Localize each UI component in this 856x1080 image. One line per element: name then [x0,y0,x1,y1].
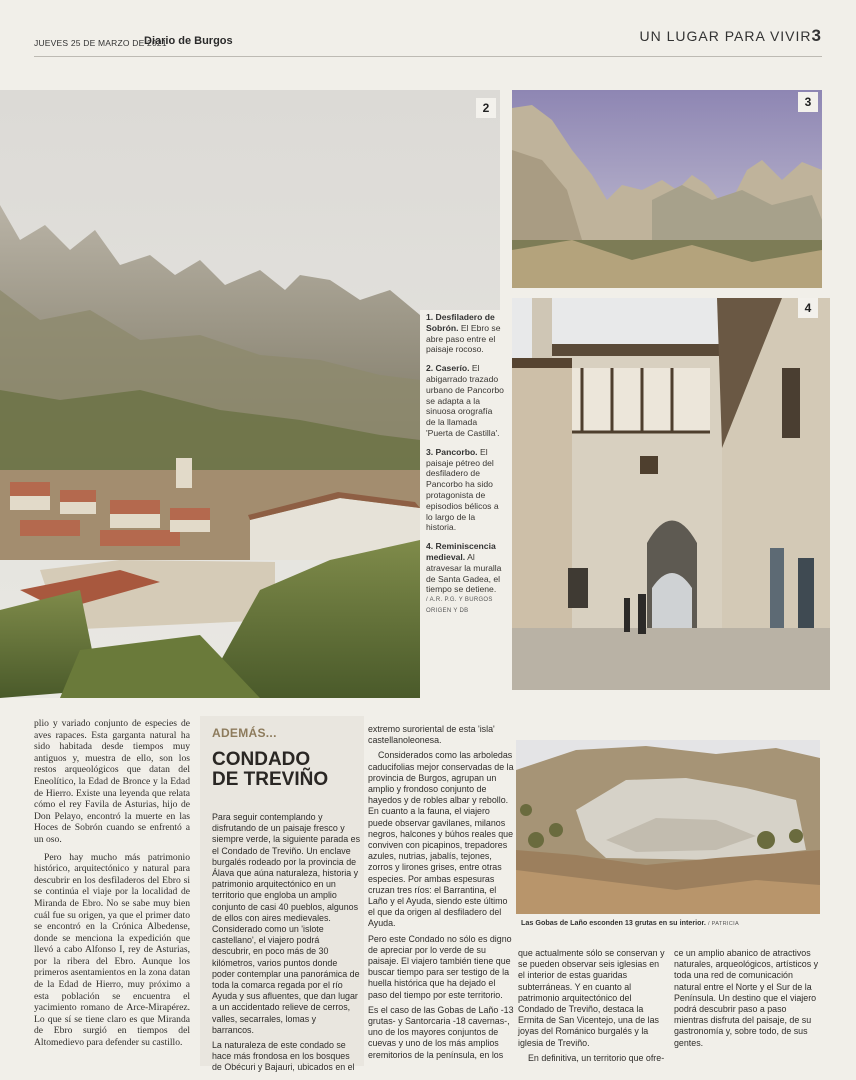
caption-item [426,312,504,355]
photo-number-badge: 4 [798,298,818,318]
photo-caption-title: Las Gobas de Laño esconden 13 grutas en su interior. [521,918,706,927]
caption-text: El Ebro se abre paso entre el paisaje rocoso. [426,322,501,355]
photo-desfiladero-caserio [0,90,500,698]
article-column-5 [674,948,822,1053]
newspaper-brand: Diario de Burgos [144,35,233,47]
photo-gobas-lano [516,740,820,914]
paragraph: Pero este Condado no sólo es digno de apreciar por lo verde de su paisaje. El viajero también tiene que buscar tiempo para ser testigo de la huella histórica que ha dejado el paso del tiempo por este territorio. [368,933,512,1000]
photo-pancorbo [512,90,822,288]
box-kicker: ADEMÁS... [212,726,277,740]
caption-title: 3. Pancorbo. [426,446,478,457]
box-text [212,812,360,1078]
photo-captions [426,312,504,625]
caption-text: El abigarrado trazado urbano de Pancorbo se adapta a la sinuosa orografía de la llamada 'Puerta de Castilla'. [426,363,504,438]
caption-title: 4. Reminiscencia medieval. [426,541,496,562]
photo-caption-credit: / PATRICIA [707,921,740,927]
paragraph: Considerados como las arboledas caducifolias mejor conservadas de la provincia de Burgos, agrupan un amplio y frondoso conjunto de hayedos y de robles albar y rebollo. En cuanto a la fauna, el viajero puede observar gavilanes, milanos negros, halcones y búhos reales que conviven con picapinos, trepadores azules, nutrias, jabalís, tejones, zorros y lirones grises, entre otras especies. Por ambas espesuras cruzan tres ríos: el Barrantina, el Laño y el Ayuda, siendo este último el que da origen al desfiladero del Ayuda. [368,750,514,929]
article-column-4 [518,948,666,1068]
paragraph: Pero hay mucho más patrimonio histórico, arquitectónico y natural para descubrir en los desfiladeros del Ebro si se continúa el viaje por la localidad de Miranda de Ebro. No se sabe muy bien cuál fue su origen, ya que el primer dato se encontró en la Crónica Albedense, donde se menciona la expedición que llevó a cabo Alfonso I, rey de Asturias, por la ribera del Ebro. Aunque los primeros asentamientos en la zona datan de la Edad de Hierro, muy próximo a esta población se encuentra el yacimiento romano de Arce-Mirapérez. Lo que sí se tiene claro es que Miranda de Ebro surgió en tiempos del Altomedievo para defender su castillo. [34,851,190,1049]
box-title-line: DE TREVIÑO [212,769,329,790]
caption-text: El paisaje pétreo del desfiladero de Pancorbo ha sido protagonista de episodios bélicos a lo largo de la historia. [426,446,499,533]
page-number: 3 [811,26,822,45]
caption-credit: / A.R. P.G. Y BURGOS ORIGEN Y DB [426,597,493,614]
article-column-3 [368,724,514,1065]
photo-caption [521,918,821,927]
header-rule [34,56,822,57]
caption-title: 1. Desfiladero de Sobrón. [426,312,495,333]
sidebar-box-condado [200,716,364,1073]
paragraph: ce un amplio abanico de atractivos naturales, arqueológicos, artísticos y toda una red de comunicación natural entre el Norte y el Sur de la Península. Un destino que el viajero podrá descubrir paso a paso mientras disfruta del paisaje, de su gastronomía y, sobre todo, de sus gentes. [674,948,819,1048]
box-title-line: CONDADO [212,749,311,770]
paragraph: extremo suroriental de esta 'isla' castellanoleonesa. [368,724,495,746]
caption-item [426,363,504,439]
caption-item [426,447,504,533]
box-title [212,750,362,790]
paragraph: La naturaleza de este condado se hace más frondosa en los bosques de Obécuri y Bajauri, ubicados en el [212,1040,355,1073]
caption-text: Al atravesar la muralla de Santa Gadea, el tiempo se detiene. [426,551,502,595]
paragraph: plio y variado conjunto de especies de aves rapaces. Esta garganta natural ha sido habitada desde tiempos muy antiguos y, muestra de ello, son los restos arqueológicos que datan del Eneolítico, la Edad de Bronce y la Edad de Hierro. Existe una leyenda que relata cómo el rey Favila de Asturias, hijo de Don Pelayo, encontró la muerte en las Hoces de Sobrón cuando se enfrentó a un oso. [34,718,190,845]
caption-item [426,541,504,617]
section-label: UN LUGAR PARA VIVIR [639,28,812,44]
paragraph: Para seguir contemplando y disfrutando de un paisaje fresco y siempre verde, la siguiente parada es el Condado de Treviño. Un enclave burgalés rodeado por la provincia de Álava que aúna naturaleza, historia y patrimonio arquitectónico en un territorio que engloba un amplio conjunto de casi 40 pueblos, algunos de ellos con aires medievales. Considerado como un 'islote castellano', el viajero podrá descubrir, en poco más de 30 kilómetros, varios puntos donde poder contemplar una panorámica de toda la comarca regada por el río Ayuda y sus afluentes, que dan lugar a un accidentado relieve de cerros, valles, secarrales, lomas y barrancos. [212,812,361,1035]
paragraph: En definitiva, un territorio que ofre- [528,1052,665,1063]
header-date: JUEVES 25 DE MARZO DE 2021 [34,38,167,48]
section-title [640,26,822,46]
photo-number-badge: 3 [798,92,818,112]
paragraph: que actualmente sólo se conservan y se pueden observar seis iglesias en el interior de estas guaridas subterráneas. Y en cuanto al patrimonio arquitectónico del Condado de Treviño, destaca la Ermita de San Vicentejo, una de las joyas del Románico burgalés y la iglesia de Treviño. [518,948,665,1048]
photo-santa-gadea [512,298,830,690]
photo-number-badge: 2 [476,98,496,118]
caption-title: 2. Caserío. [426,363,470,374]
article-column-1 [34,718,190,1055]
paragraph: Es el caso de las Gobas de Laño -13 grutas- y Santorcaria -18 cavernas-, uno de los mayores conjuntos de cuevas y uno de los más amplios eremitorios de la península, en los [368,1004,514,1060]
